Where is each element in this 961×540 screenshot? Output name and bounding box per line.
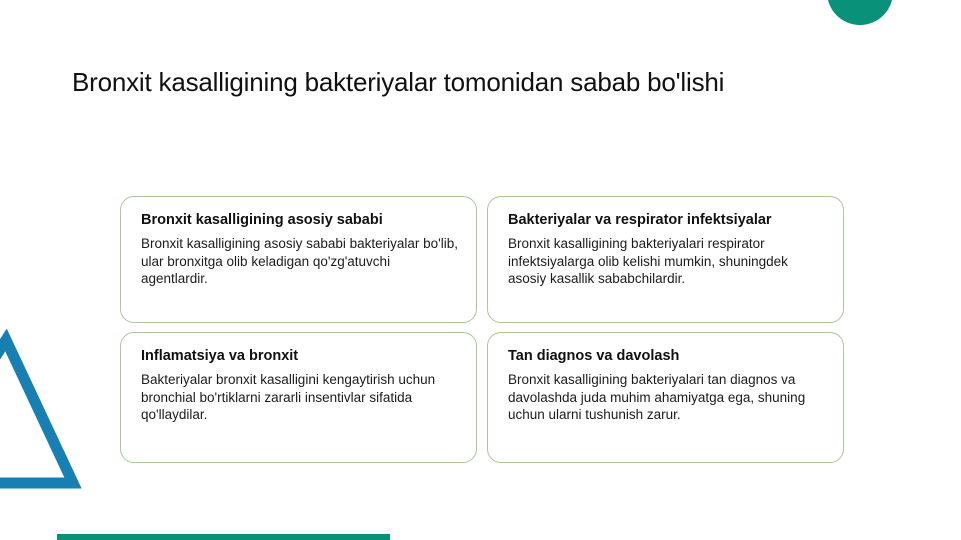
cards-grid: [120, 196, 844, 463]
card-heading: Bronxit kasalligining asosiy sababi: [141, 212, 383, 228]
card-heading: Bakteriyalar va respirator infektsiyalar: [508, 212, 772, 228]
card-body: Bakteriyalar bronxit kasalligini kengaytirish uchun bronchial bo'rtiklarni zararli insentivlar sifatida qo'llaydilar.: [141, 372, 436, 422]
bottom-bar-decoration: [57, 534, 390, 540]
card-heading: Tan diagnos va davolash: [508, 348, 680, 364]
card-diagnosis-treatment: [487, 332, 844, 463]
card-heading: Inflamatsiya va bronxit: [141, 348, 299, 364]
card-inflammation: [120, 332, 477, 463]
triangle-decoration: [0, 330, 120, 500]
circle-decoration: [827, 0, 893, 25]
card-body: Bronxit kasalligining asosiy sababi bakteriyalar bo'lib, ular bronxitga olib keladigan qo'zg'atuvchi agentlardir.: [141, 236, 458, 286]
card-respiratory-infections: [487, 196, 844, 323]
page-title: Bronxit kasalligining bakteriyalar tomonidan sabab bo'lishi: [72, 67, 725, 98]
card-body: Bronxit kasalligining bakteriyalari tan diagnos va davolashda juda muhim ahamiyatga ega, shuning uchun ularni tushunish zarur.: [508, 372, 806, 422]
card-main-cause: [120, 196, 477, 323]
card-body: Bronxit kasalligining bakteriyalari respirator infektsiyalarga olib kelishi mumkin, shuningdek asosiy kasallik sababchilardir.: [508, 236, 788, 286]
